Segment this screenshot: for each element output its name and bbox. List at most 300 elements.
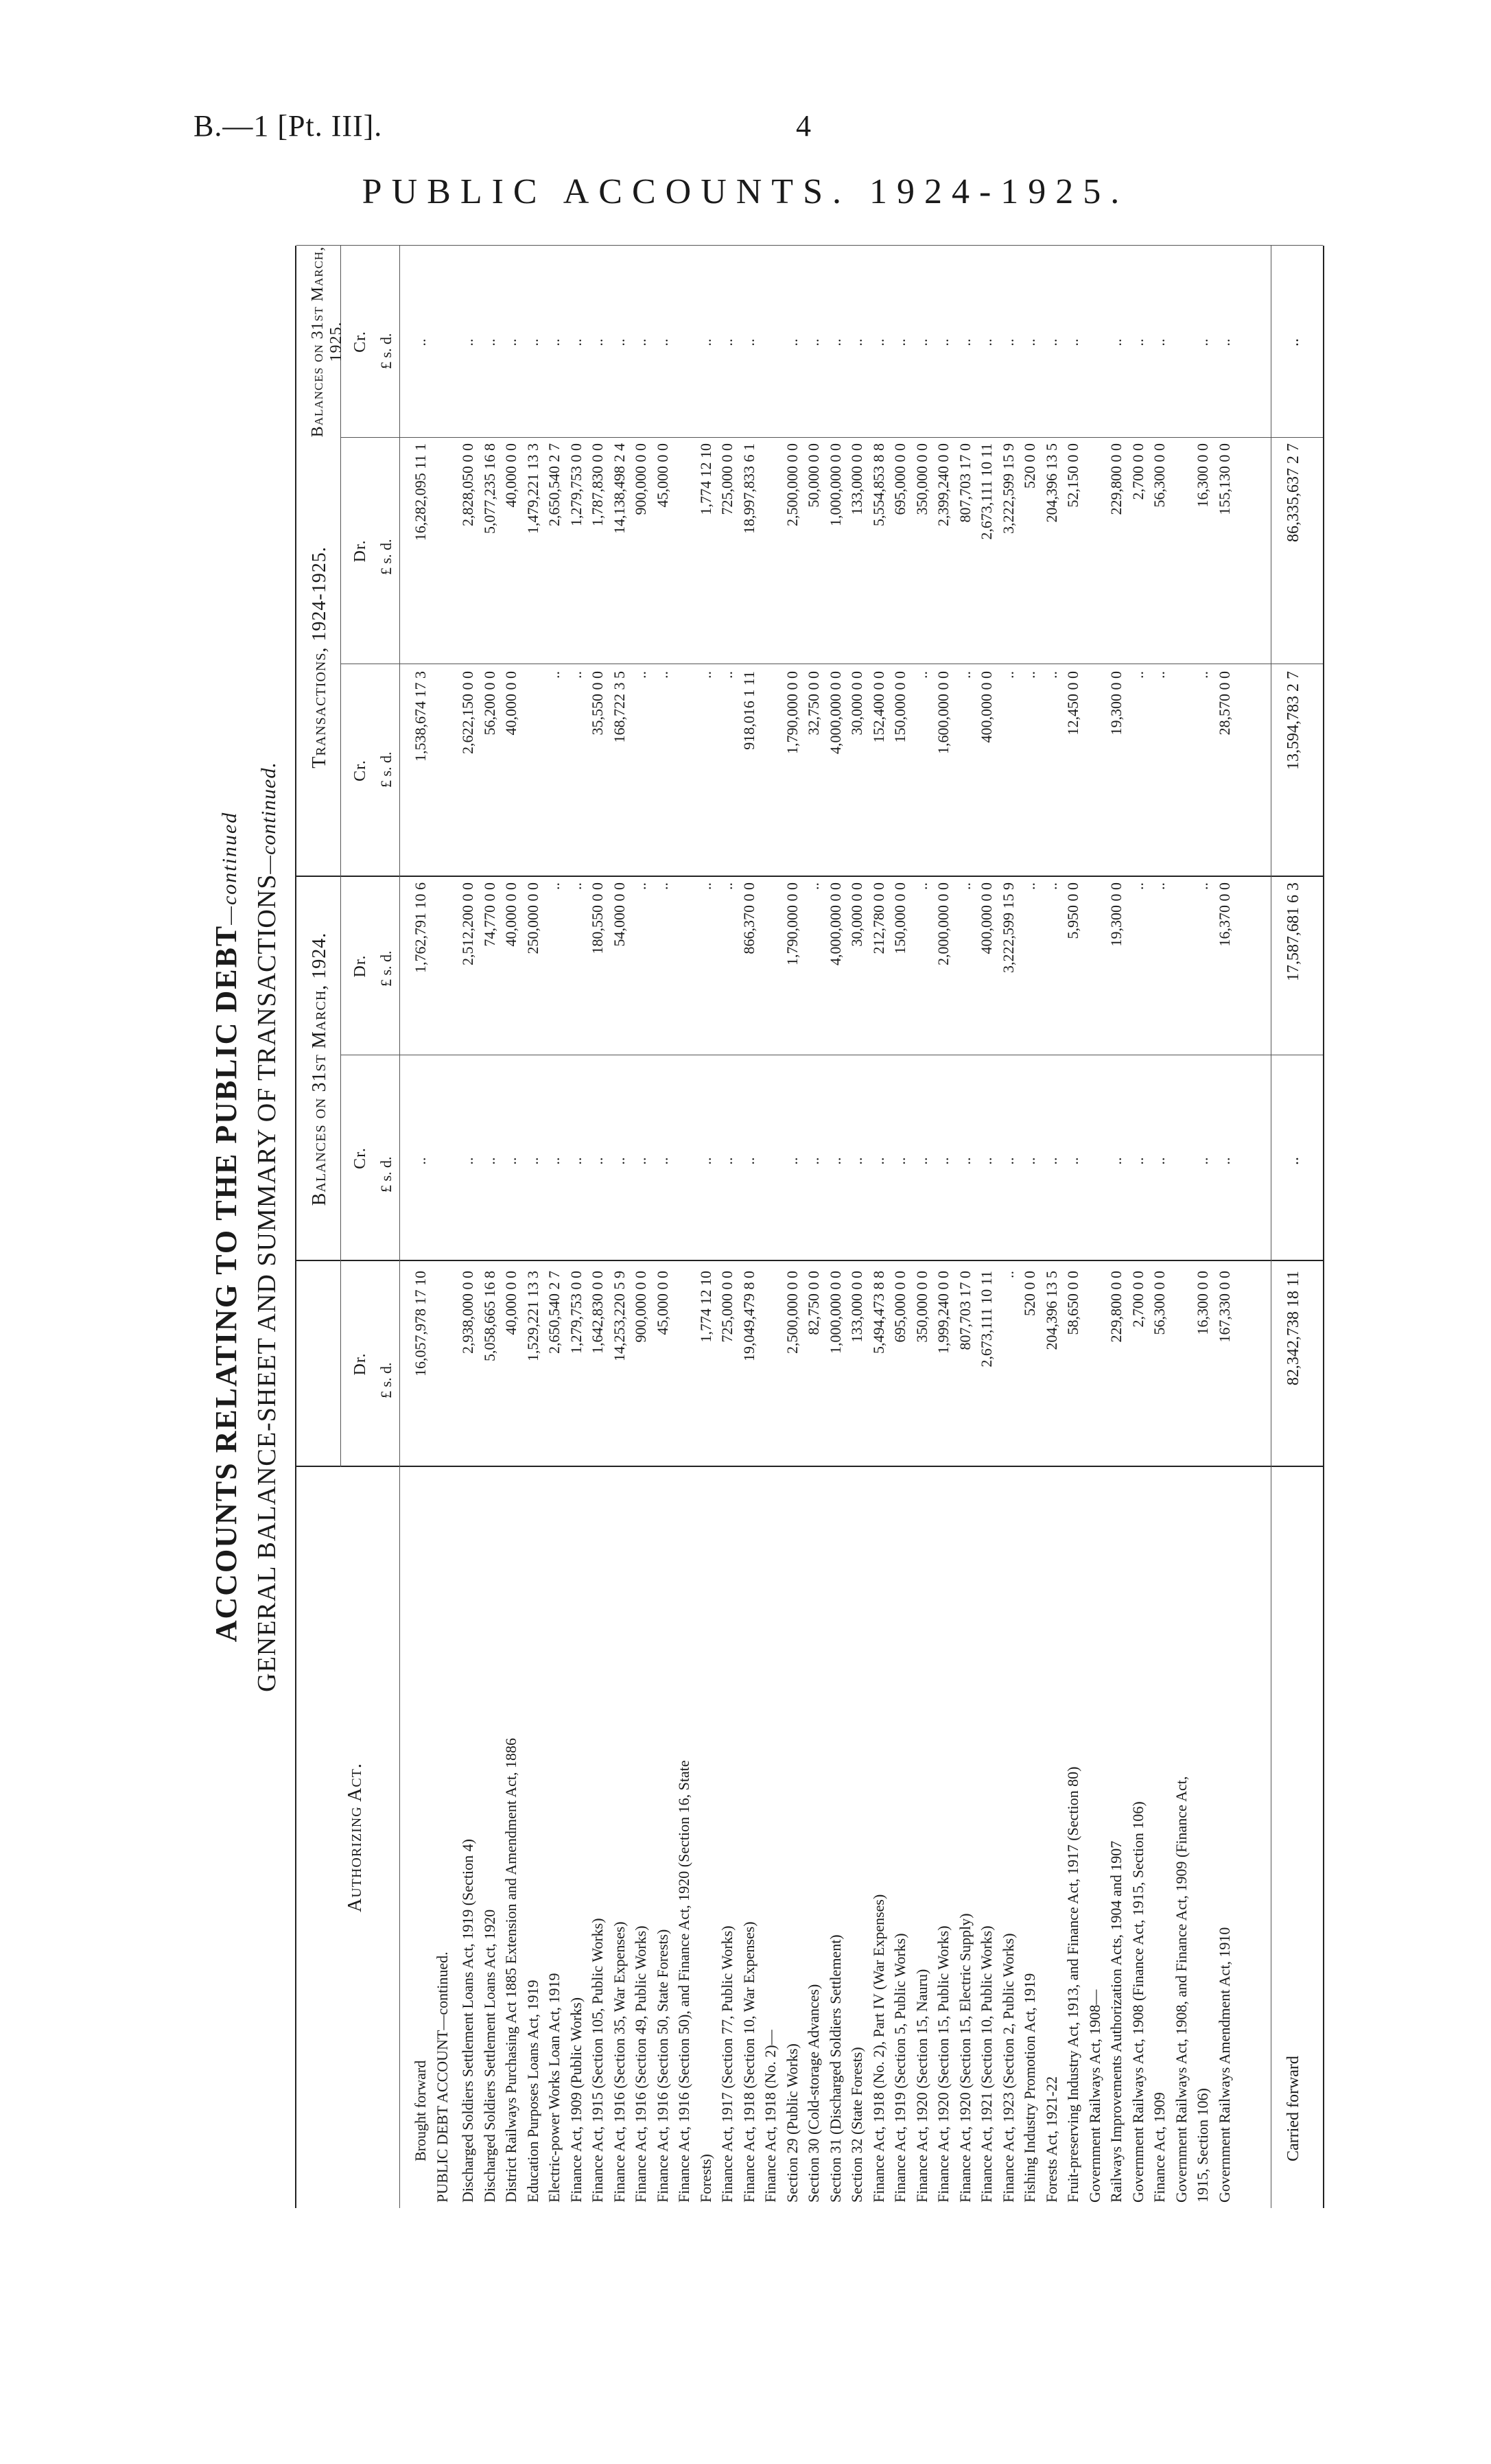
cell-trdr: 5,950 0 0 xyxy=(1064,882,1081,939)
table-row xyxy=(1173,246,1190,2208)
cell-trcr: .. xyxy=(545,671,563,679)
cell-trdr: .. xyxy=(545,882,563,890)
cell-b24cr: .. xyxy=(913,1157,930,1165)
row-label: Finance Act, 1920 (Section 15, Electric Supply) xyxy=(956,1913,974,2203)
cell-b24cr: .. xyxy=(412,1157,429,1165)
cell-b24cr: .. xyxy=(567,1157,585,1165)
cell-b25dr: 3,222,599 15 9 xyxy=(999,443,1017,534)
cell-trcr: 1,600,000 0 0 xyxy=(935,671,952,754)
cell-b25cr: .. xyxy=(567,338,585,347)
table-row xyxy=(935,246,952,2208)
cell-trdr: 180,550 0 0 xyxy=(589,882,606,954)
cell-b24cr: .. xyxy=(826,1157,844,1165)
cell-b24dr: 19,049,479 8 0 xyxy=(740,1271,758,1361)
cell-trdr: .. xyxy=(805,882,822,890)
cell-b24dr: 1,000,000 0 0 xyxy=(826,1271,844,1354)
cell-b25cr: .. xyxy=(1151,338,1168,347)
total-b25dr: 86,335,637 2 7 xyxy=(1284,443,1302,542)
cell-b25dr: 5,077,235 16 8 xyxy=(480,443,498,534)
cell-b25cr: .. xyxy=(935,338,952,347)
cell-b25cr: .. xyxy=(653,338,671,347)
cell-b25dr: 45,000 0 0 xyxy=(653,443,671,508)
cell-b25dr: 204,396 13 5 xyxy=(1042,443,1060,523)
row-label: Electric-power Works Loan Act, 1919 xyxy=(545,1973,563,2203)
cell-b24dr: 167,330 0 0 xyxy=(1215,1271,1233,1343)
cell-b25cr: .. xyxy=(1021,338,1038,347)
cell-b25dr: 2,673,111 10 11 xyxy=(978,443,995,540)
header-transactions: Transactions, 1924-1925. xyxy=(309,546,330,768)
cell-b25cr: .. xyxy=(480,338,498,347)
row-label: Finance Act, 1917 (Section 77, Public Works) xyxy=(718,1925,736,2203)
table-row xyxy=(978,246,996,2208)
header-dr-transactions: Dr. xyxy=(351,954,369,978)
cell-b25cr: .. xyxy=(545,338,563,347)
cell-b25cr: .. xyxy=(999,338,1017,347)
head-bottom-rule xyxy=(399,246,400,2208)
cell-trcr: .. xyxy=(1194,671,1211,679)
cell-b24dr: 2,938,000 0 0 xyxy=(459,1271,476,1354)
cell-b25cr: .. xyxy=(524,338,541,347)
cell-b24dr: 520 0 0 xyxy=(1021,1271,1038,1316)
cell-b25cr: .. xyxy=(913,338,930,347)
cell-b25cr: .. xyxy=(891,338,908,347)
table-row xyxy=(412,246,430,2208)
cell-b25dr: 18,997,833 6 1 xyxy=(740,443,758,534)
row-label: Fruit-preserving Industry Act, 1913, and Finance Act, 1917 (Section 80) xyxy=(1064,1766,1081,2203)
cell-b24cr: .. xyxy=(589,1157,606,1165)
cell-b24cr: .. xyxy=(891,1157,908,1165)
table-row xyxy=(784,246,801,2208)
table-row xyxy=(913,246,931,2208)
cell-trdr: .. xyxy=(1042,882,1060,890)
table-row xyxy=(762,246,779,2208)
row-label: Finance Act, 1916 (Section 50, State Forests) xyxy=(653,1929,671,2203)
cell-trdr: 3,222,599 15 9 xyxy=(999,882,1017,973)
cell-trcr: 40,000 0 0 xyxy=(502,671,519,736)
cell-trcr: .. xyxy=(1021,671,1038,679)
cell-b25cr: .. xyxy=(696,338,714,347)
table-row xyxy=(502,246,520,2208)
cell-b25dr: 725,000 0 0 xyxy=(718,443,736,515)
cell-b25cr: .. xyxy=(1064,338,1081,347)
row-label: Finance Act, 1918 (No. 2), Part IV (War Expenses) xyxy=(869,1894,887,2203)
cell-b24dr: 1,279,753 0 0 xyxy=(567,1271,585,1354)
cell-trcr: 152,400 0 0 xyxy=(869,671,887,743)
cell-b24dr: 2,650,540 2 7 xyxy=(545,1271,563,1354)
table-row xyxy=(1000,246,1018,2208)
cell-trdr: 30,000 0 0 xyxy=(848,882,865,947)
cell-b25dr: 16,282,095 11 1 xyxy=(412,443,429,541)
row-label: Railways Improvements Authorization Acts, 1904 and 1907 xyxy=(1107,1840,1125,2203)
cell-b25dr: 1,479,221 13 3 xyxy=(524,443,541,534)
cell-b25dr: 155,130 0 0 xyxy=(1215,443,1233,515)
cell-b24cr: .. xyxy=(632,1157,649,1165)
cell-b24cr: .. xyxy=(610,1157,628,1165)
units-cr-1924: £ s. d. xyxy=(377,1156,395,1193)
cell-b25dr: 2,700 0 0 xyxy=(1129,443,1147,500)
page-header-left: B.—1 [Pt. III]. xyxy=(193,109,383,143)
row-label: Finance Act, 1916 (Section 50), and Finance Act, 1920 (Section 16, State xyxy=(675,1760,692,2203)
row-label: Discharged Soldiers Settlement Loans Act, 1919 (Section 4) xyxy=(459,1839,476,2203)
cell-trcr: .. xyxy=(653,671,671,679)
header-cr-transactions: Cr. xyxy=(351,760,369,782)
table-row xyxy=(1129,246,1147,2208)
cell-b24dr: 350,000 0 0 xyxy=(913,1271,930,1343)
cell-b25cr: .. xyxy=(1042,338,1060,347)
cell-b24cr: .. xyxy=(978,1157,995,1165)
cell-b25dr: 56,300 0 0 xyxy=(1151,443,1168,508)
cell-trcr: 32,750 0 0 xyxy=(805,671,822,736)
cell-b25dr: 16,300 0 0 xyxy=(1194,443,1211,508)
cell-b24cr: .. xyxy=(848,1157,865,1165)
cell-trdr: .. xyxy=(1021,882,1038,890)
row-label: Finance Act, 1916 (Section 35, War Expenses) xyxy=(610,1921,628,2203)
cell-trcr: 1,790,000 0 0 xyxy=(783,671,801,754)
cell-trcr: .. xyxy=(632,671,649,679)
cell-b24cr: .. xyxy=(1021,1157,1038,1165)
table-row xyxy=(459,246,477,2208)
row-label: Finance Act, 1909 (Public Works) xyxy=(567,1997,585,2203)
cell-trcr: 35,550 0 0 xyxy=(589,671,606,736)
row-label: Education Purposes Loans Act, 1919 xyxy=(524,1980,541,2203)
header-dr-1924: Dr. xyxy=(351,1352,369,1376)
cell-trcr: .. xyxy=(1129,671,1147,679)
cell-b25dr: 807,703 17 0 xyxy=(956,443,974,523)
cell-trcr: 28,570 0 0 xyxy=(1215,671,1233,736)
cell-trdr: 1,762,791 10 6 xyxy=(412,882,429,973)
table-row xyxy=(611,246,629,2208)
cell-trcr: .. xyxy=(999,671,1017,679)
cell-trcr: .. xyxy=(718,671,736,679)
cell-trdr: 2,512,200 0 0 xyxy=(459,882,476,965)
row-label: District Railways Purchasing Act 1885 Extension and Amendment Act, 1886 xyxy=(502,1737,519,2203)
cell-b24dr: 40,000 0 0 xyxy=(502,1271,519,1335)
cell-b25cr: .. xyxy=(740,338,758,347)
cell-b24cr: .. xyxy=(480,1157,498,1165)
cell-b25cr: .. xyxy=(632,338,649,347)
units-dr-transactions: £ s. d. xyxy=(377,950,395,987)
cell-trdr: 16,370 0 0 xyxy=(1215,882,1233,947)
table-row xyxy=(1151,246,1169,2208)
units-dr-1925: £ s. d. xyxy=(377,539,395,575)
header-balances-1924: Balances on 31st March, 1924. xyxy=(309,932,330,1206)
cell-b24cr: .. xyxy=(1107,1157,1125,1165)
cell-b25dr: 52,150 0 0 xyxy=(1064,443,1081,508)
cell-b25dr: 350,000 0 0 xyxy=(913,443,930,515)
cell-b25cr: .. xyxy=(848,338,865,347)
total-row xyxy=(1284,246,1302,2208)
cell-b25dr: 900,000 0 0 xyxy=(632,443,649,515)
table-row xyxy=(697,246,715,2208)
cell-trcr: 4,000,000 0 0 xyxy=(826,671,844,754)
row-label: Finance Act, 1920 (Section 15, Public Works) xyxy=(935,1925,952,2203)
cell-trdr: .. xyxy=(718,882,736,890)
cell-b24dr: 2,700 0 0 xyxy=(1129,1271,1147,1328)
cell-b24cr: .. xyxy=(1215,1157,1233,1165)
header-cr-1925: Cr. xyxy=(351,331,369,353)
cell-b24cr: .. xyxy=(783,1157,801,1165)
cell-trdr: .. xyxy=(913,882,930,890)
total-trdr: 17,587,681 6 3 xyxy=(1284,882,1302,981)
cell-b25dr: 2,399,240 0 0 xyxy=(935,443,952,526)
row-label: Finance Act, 1923 (Section 2, Public Works) xyxy=(999,1933,1017,2203)
cell-b25dr: 50,000 0 0 xyxy=(805,443,822,508)
cell-trdr: 2,000,000 0 0 xyxy=(935,882,952,965)
row-label: Discharged Soldiers Settlement Loans Act, 1920 xyxy=(480,1909,498,2203)
row-label: Government Railways Act, 1908 (Finance Act, 1915, Section 106) xyxy=(1129,1801,1147,2203)
units-cr-1925: £ s. d. xyxy=(377,333,395,369)
cell-b25cr: .. xyxy=(610,338,628,347)
table-row xyxy=(1194,246,1212,2208)
caption-line-2: GENERAL BALANCE-SHEET AND SUMMARY OF TRANSACTIONS—continued. xyxy=(253,762,281,1692)
table-row xyxy=(718,246,736,2208)
header-cr-1924: Cr. xyxy=(351,1147,369,1169)
cell-b25cr: .. xyxy=(826,338,844,347)
cell-b24cr: .. xyxy=(502,1157,519,1165)
cell-trcr: 168,722 3 5 xyxy=(610,671,628,743)
row-label: 1915, Section 106) xyxy=(1194,2088,1211,2203)
cell-b24dr: 1,642,830 0 0 xyxy=(589,1271,606,1354)
cell-trdr: .. xyxy=(1129,882,1147,890)
table-row xyxy=(567,246,585,2208)
cell-b24dr: 58,650 0 0 xyxy=(1064,1271,1081,1335)
row-label: Section 29 (Public Works) xyxy=(783,2043,801,2203)
table-row xyxy=(654,246,672,2208)
cell-b25dr: 520 0 0 xyxy=(1021,443,1038,489)
table-row xyxy=(632,246,650,2208)
cell-b24dr: 16,057,978 17 10 xyxy=(412,1271,429,1376)
cell-trdr: 74,770 0 0 xyxy=(480,882,498,947)
total-b24dr: 82,342,738 18 11 xyxy=(1284,1271,1302,1386)
row-label: PUBLIC DEBT ACCOUNT—continued. xyxy=(433,1951,451,2203)
cell-trdr: 150,000 0 0 xyxy=(891,882,908,954)
cell-trdr: .. xyxy=(567,882,585,890)
cell-trdr: 212,780 0 0 xyxy=(869,882,887,954)
cell-trcr: .. xyxy=(1042,671,1060,679)
cell-b24dr: 229,800 0 0 xyxy=(1107,1271,1125,1343)
table-row xyxy=(481,246,499,2208)
table-row xyxy=(1021,246,1039,2208)
table-row xyxy=(848,246,866,2208)
total-label: Carried forward xyxy=(1284,2056,1302,2161)
cell-trdr: 400,000 0 0 xyxy=(978,882,995,954)
cell-b24cr: .. xyxy=(459,1157,476,1165)
cell-b24cr: .. xyxy=(545,1157,563,1165)
cell-trdr: 54,000 0 0 xyxy=(610,882,628,947)
cell-trdr: .. xyxy=(1194,882,1211,890)
table-row xyxy=(740,246,758,2208)
cell-b24dr: 5,494,473 8 8 xyxy=(869,1271,887,1354)
cell-trdr: .. xyxy=(956,882,974,890)
cell-trcr: 56,200 0 0 xyxy=(480,671,498,736)
cell-trdr: 866,370 0 0 xyxy=(740,882,758,954)
cell-b24dr: 5,058,665 16 8 xyxy=(480,1271,498,1361)
cell-b25dr: 1,787,830 0 0 xyxy=(589,443,606,526)
total-b24cr: .. xyxy=(1284,1157,1302,1165)
cell-b25cr: .. xyxy=(805,338,822,347)
row-label: Finance Act, 1915 (Section 105, Public Works) xyxy=(589,1918,606,2203)
cell-b25cr: .. xyxy=(459,338,476,347)
units-cr-transactions: £ s. d. xyxy=(377,751,395,788)
row-label: Forests Act, 1921-22 xyxy=(1042,2076,1060,2203)
row-label: Government Railways Act, 1908— xyxy=(1085,1989,1103,2203)
header-balances-1925: Balances on 31st March, 1925. xyxy=(309,246,345,438)
row-label: Finance Act, 1920 (Section 15, Nauru) xyxy=(913,1969,930,2203)
cell-b25dr: 2,828,050 0 0 xyxy=(459,443,476,526)
balance-sheet-table xyxy=(295,246,1324,2208)
cell-b24cr: .. xyxy=(1194,1157,1211,1165)
row-label: Finance Act, 1921 (Section 10, Public Works) xyxy=(978,1925,995,2203)
cell-b24dr: 16,300 0 0 xyxy=(1194,1271,1211,1335)
cell-trdr: 4,000,000 0 0 xyxy=(826,882,844,965)
header-dr-1925: Dr. xyxy=(351,539,369,563)
cell-b24cr: .. xyxy=(1151,1157,1168,1165)
cell-b24dr: 807,703 17 0 xyxy=(956,1271,974,1350)
cell-b24dr: 2,673,111 10 11 xyxy=(978,1271,995,1368)
cell-b24cr: .. xyxy=(718,1157,736,1165)
cell-trcr: 400,000 0 0 xyxy=(978,671,995,743)
table-captions xyxy=(206,246,295,2208)
table-row xyxy=(589,246,607,2208)
cell-b24dr: .. xyxy=(999,1271,1017,1278)
caption-line-1: ACCOUNTS RELATING TO THE PUBLIC DEBT—continued xyxy=(209,811,243,1643)
cell-b25cr: .. xyxy=(1107,338,1125,347)
cell-b25dr: 14,138,498 2 4 xyxy=(610,443,628,534)
cell-b25cr: .. xyxy=(978,338,995,347)
row-label: Finance Act, 1918 (No. 2)— xyxy=(762,2030,779,2203)
cell-b25cr: .. xyxy=(718,338,736,347)
cell-b24dr: 45,000 0 0 xyxy=(653,1271,671,1335)
cell-trdr: 40,000 0 0 xyxy=(502,882,519,947)
cell-b25cr: .. xyxy=(783,338,801,347)
table-row xyxy=(1107,246,1125,2208)
table-row xyxy=(805,246,823,2208)
row-label: Section 32 (State Forests) xyxy=(848,2047,865,2203)
table-row xyxy=(675,246,693,2208)
cell-b25cr: .. xyxy=(869,338,887,347)
cell-trdr: 250,000 0 0 xyxy=(524,882,541,954)
table-row xyxy=(545,246,563,2208)
row-label: Finance Act, 1918 (Section 10, War Expenses) xyxy=(740,1921,758,2203)
cell-trcr: .. xyxy=(1151,671,1168,679)
rotated-table-block xyxy=(206,246,1324,2208)
cell-b24dr: 1,529,221 13 3 xyxy=(524,1271,541,1361)
cell-b24cr: .. xyxy=(1042,1157,1060,1165)
cell-b24dr: 1,999,240 0 0 xyxy=(935,1271,952,1354)
table-row xyxy=(891,246,909,2208)
cell-b24cr: .. xyxy=(740,1157,758,1165)
total-trcr: 13,594,783 2 7 xyxy=(1284,671,1302,770)
cell-b24dr: 14,253,220 5 9 xyxy=(610,1271,628,1361)
cell-b25dr: 40,000 0 0 xyxy=(502,443,519,508)
cell-b24cr: .. xyxy=(869,1157,887,1165)
cell-trcr: 918,016 1 11 xyxy=(740,671,758,750)
cell-b24dr: 133,000 0 0 xyxy=(848,1271,865,1343)
cell-b24cr: .. xyxy=(999,1157,1017,1165)
page-number: 4 xyxy=(796,109,811,143)
cell-b24dr: 204,396 13 5 xyxy=(1042,1271,1060,1350)
row-label: Section 31 (Discharged Soldiers Settlement) xyxy=(826,1934,844,2203)
cell-b25dr: 1,279,753 0 0 xyxy=(567,443,585,526)
cell-b24dr: 695,000 0 0 xyxy=(891,1271,908,1343)
cell-trdr: .. xyxy=(1151,882,1168,890)
cell-b24cr: .. xyxy=(524,1157,541,1165)
cell-b25cr: .. xyxy=(502,338,519,347)
units-dr-1924: £ s. d. xyxy=(377,1362,395,1398)
row-label: Government Railways Act, 1908, and Finance Act, 1909 (Finance Act, xyxy=(1172,1776,1190,2203)
cell-b24cr: .. xyxy=(956,1157,974,1165)
cell-b24cr: .. xyxy=(1064,1157,1081,1165)
cell-b24cr: .. xyxy=(805,1157,822,1165)
table-row xyxy=(434,246,451,2208)
total-b25cr: .. xyxy=(1284,338,1302,347)
cell-b24dr: 2,500,000 0 0 xyxy=(783,1271,801,1354)
table-row xyxy=(1043,246,1061,2208)
cell-b25dr: 2,500,000 0 0 xyxy=(783,443,801,526)
cell-trcr: .. xyxy=(913,671,930,679)
row-label: Fishing Industry Promotion Act, 1919 xyxy=(1021,1973,1038,2203)
table-row xyxy=(827,246,845,2208)
cell-trdr: .. xyxy=(696,882,714,890)
header-authorizing-act: Authorizing Act. xyxy=(344,1763,366,1912)
cell-trcr: .. xyxy=(956,671,974,679)
cell-b25cr: .. xyxy=(1129,338,1147,347)
cell-trcr: 30,000 0 0 xyxy=(848,671,865,736)
cell-b24dr: 900,000 0 0 xyxy=(632,1271,649,1343)
cell-b24cr: .. xyxy=(653,1157,671,1165)
page-title: PUBLIC ACCOUNTS. 1924-1925. xyxy=(362,172,1129,211)
cell-b25dr: 695,000 0 0 xyxy=(891,443,908,515)
cell-trdr: .. xyxy=(653,882,671,890)
table-row xyxy=(524,246,542,2208)
table-row xyxy=(1064,246,1082,2208)
cell-b24dr: 82,750 0 0 xyxy=(805,1271,822,1335)
row-label: Finance Act, 1909 xyxy=(1151,2092,1168,2203)
cell-b25dr: 229,800 0 0 xyxy=(1107,443,1125,515)
row-label: Finance Act, 1916 (Section 49, Public Works) xyxy=(632,1925,649,2203)
cell-b25cr: .. xyxy=(412,338,429,347)
cell-b25dr: 1,774 12 10 xyxy=(696,443,714,515)
cell-b25dr: 5,554,853 8 8 xyxy=(869,443,887,526)
cell-b25cr: .. xyxy=(1215,338,1233,347)
table-row xyxy=(1086,246,1104,2208)
cell-b25cr: .. xyxy=(589,338,606,347)
table-row xyxy=(1216,246,1234,2208)
cell-b24cr: .. xyxy=(696,1157,714,1165)
cell-trcr: .. xyxy=(567,671,585,679)
cell-trdr: 1,790,000 0 0 xyxy=(783,882,801,965)
cell-trcr: 19,300 0 0 xyxy=(1107,671,1125,736)
cell-trcr: .. xyxy=(696,671,714,679)
row-label: Forests) xyxy=(696,2154,714,2203)
cell-trdr: .. xyxy=(632,882,649,890)
row-label: Government Railways Amendment Act, 1910 xyxy=(1215,1927,1233,2203)
cell-trdr: 19,300 0 0 xyxy=(1107,882,1125,947)
cell-b25dr: 1,000,000 0 0 xyxy=(826,443,844,526)
cell-b25cr: .. xyxy=(956,338,974,347)
cell-b24dr: 56,300 0 0 xyxy=(1151,1271,1168,1335)
cell-trcr: 1,538,674 17 3 xyxy=(412,671,429,762)
table-row xyxy=(956,246,974,2208)
cell-b24cr: .. xyxy=(1129,1157,1147,1165)
cell-b24cr: .. xyxy=(935,1157,952,1165)
table-row xyxy=(870,246,888,2208)
row-label: Section 30 (Cold-storage Advances) xyxy=(805,1984,822,2203)
cell-trcr: 12,450 0 0 xyxy=(1064,671,1081,736)
cell-b25cr: .. xyxy=(1194,338,1211,347)
cell-b25dr: 2,650,540 2 7 xyxy=(545,443,563,526)
row-label: Finance Act, 1919 (Section 5, Public Works) xyxy=(891,1933,908,2203)
